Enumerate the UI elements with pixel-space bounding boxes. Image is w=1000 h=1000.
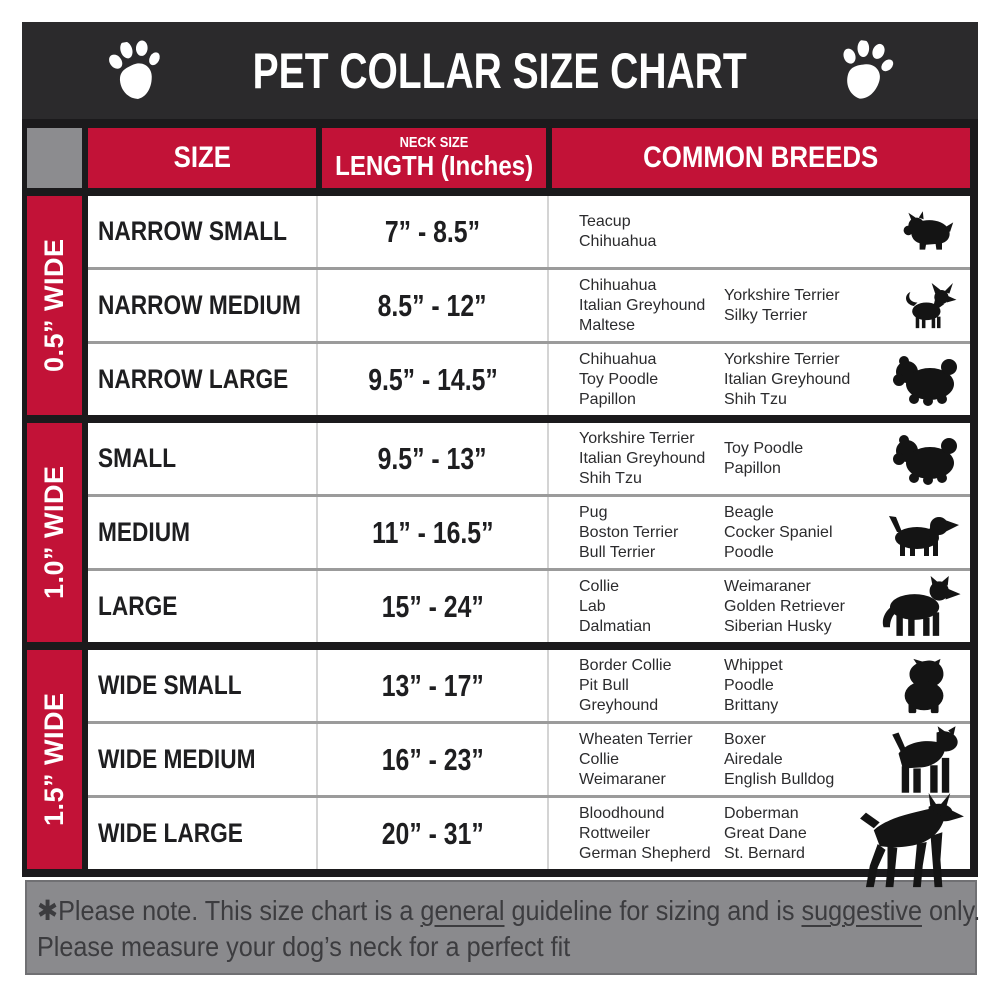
breeds-cell	[549, 344, 970, 415]
neck-range-value: 9.5” - 14.5”	[367, 361, 498, 397]
column-header-neck-sub-label: NECK SIZE	[399, 134, 469, 152]
chihuahua-icon	[898, 281, 960, 331]
breed-name: Poodle	[724, 676, 774, 694]
table-header-row	[27, 128, 970, 188]
breeds-column-1	[579, 571, 724, 642]
width-label-bar	[27, 423, 82, 642]
shepherd-icon	[878, 576, 964, 638]
note-prefix: ✱Please note. This size chart is a	[37, 895, 421, 926]
size-label: SMALL	[98, 443, 177, 473]
table-corner-cell	[27, 128, 82, 188]
breed-name: Great Dane	[724, 824, 807, 842]
size-group	[27, 650, 970, 869]
breed-name: Lab	[579, 597, 606, 615]
breed-name: Whippet	[724, 656, 783, 674]
neck-range-cell	[318, 497, 549, 568]
breeds-column-1	[579, 798, 724, 869]
size-label: WIDE MEDIUM	[98, 744, 256, 774]
breed-name: Boston Terrier	[579, 523, 679, 541]
breed-name: Airedale	[724, 750, 783, 768]
column-header-breeds	[552, 128, 970, 188]
size-label: WIDE SMALL	[98, 670, 242, 700]
breeds-column-1	[579, 724, 724, 795]
breed-name: Wheaten Terrier	[579, 730, 693, 748]
size-label: WIDE LARGE	[98, 818, 243, 848]
width-label: 0.5” WIDE	[39, 238, 69, 373]
page-title: PET COLLAR SIZE CHART	[252, 42, 747, 99]
breed-name: Beagle	[724, 503, 774, 521]
breed-name: Italian Greyhound	[724, 370, 851, 388]
neck-range-cell	[318, 423, 549, 494]
breeds-cell	[549, 650, 970, 721]
breeds-cell	[549, 196, 970, 267]
neck-range-value: 20” - 31”	[381, 815, 484, 851]
breeds-column-1	[579, 196, 724, 267]
paw-icon	[832, 37, 898, 104]
size-cell	[88, 650, 318, 721]
column-header-breeds-label: COMMON BREEDS	[643, 141, 879, 174]
breed-name: Greyhound	[579, 696, 659, 714]
width-label: 1.5” WIDE	[39, 692, 69, 827]
size-cell	[88, 798, 318, 869]
breed-name: Chihuahua	[579, 276, 657, 294]
neck-range-value: 9.5” - 13”	[378, 440, 487, 476]
size-cell	[88, 497, 318, 568]
doberman-icon	[856, 793, 968, 891]
breed-name: Toy Poodle	[724, 439, 804, 457]
size-group	[27, 423, 970, 642]
breed-name: Brittany	[724, 696, 779, 714]
size-table	[22, 119, 978, 877]
shih-tzu-icon	[892, 432, 962, 486]
yorkshire-terrier-icon	[902, 210, 958, 254]
breeds-cell	[549, 798, 970, 869]
breed-name: Yorkshire Terrier	[724, 350, 840, 368]
neck-range-cell	[318, 724, 549, 795]
bulldog-icon	[894, 657, 956, 715]
neck-range-cell	[318, 650, 549, 721]
breed-name: Poodle	[724, 543, 774, 561]
size-cell	[88, 196, 318, 267]
size-label: NARROW LARGE	[98, 364, 289, 394]
breed-name: St. Bernard	[724, 844, 805, 862]
breed-name: Border Collie	[579, 656, 672, 674]
table-row	[88, 650, 970, 721]
title-bar	[22, 22, 978, 119]
breed-name: Papillon	[724, 459, 781, 477]
paw-icon	[101, 36, 169, 105]
size-cell	[88, 423, 318, 494]
width-label-bar	[27, 650, 82, 869]
neck-range-cell	[318, 270, 549, 341]
table-row	[88, 341, 970, 415]
breed-name: Yorkshire Terrier	[579, 429, 695, 447]
table-row	[88, 795, 970, 869]
column-header-size	[88, 128, 316, 188]
size-label: NARROW MEDIUM	[98, 290, 301, 320]
breeds-column-1	[579, 423, 724, 494]
breed-name: Bull Terrier	[579, 543, 656, 561]
breeds-cell	[549, 497, 970, 568]
size-cell	[88, 270, 318, 341]
breed-name: Weimaraner	[724, 577, 811, 595]
breeds-cell	[549, 270, 970, 341]
neck-range-cell	[318, 798, 549, 869]
breed-name: English Bulldog	[724, 770, 835, 788]
column-header-size-label: SIZE	[173, 141, 231, 174]
breed-name: Rottweiler	[579, 824, 651, 842]
size-cell	[88, 344, 318, 415]
breeds-column-1	[579, 344, 724, 415]
breed-name: Siberian Husky	[724, 617, 832, 635]
breed-name: Bloodhound	[579, 804, 665, 822]
breeds-cell	[549, 571, 970, 642]
pit-bull-icon	[888, 726, 964, 794]
breed-name: Pit Bull	[579, 676, 629, 694]
breed-name: Shih Tzu	[579, 469, 642, 487]
breeds-cell	[549, 423, 970, 494]
neck-range-value: 7” - 8.5”	[384, 213, 481, 249]
table-body	[27, 196, 970, 869]
breed-name: Boxer	[724, 730, 766, 748]
breed-name: German Shepherd	[579, 844, 711, 862]
footer-note	[25, 880, 981, 975]
neck-range-value: 15” - 24”	[381, 588, 484, 624]
breed-name: Shih Tzu	[724, 390, 787, 408]
breed-name: Weimaraner	[579, 770, 666, 788]
table-row	[88, 196, 970, 267]
table-row	[88, 494, 970, 568]
size-cell	[88, 724, 318, 795]
breed-name: Pug	[579, 503, 608, 521]
note-underlined-general: general	[420, 895, 505, 926]
breeds-column-1	[579, 650, 724, 721]
note-underlined-suggestive: suggestive	[801, 895, 922, 926]
breed-name: Silky Terrier	[724, 306, 808, 324]
column-header-neck	[322, 128, 546, 188]
breed-name: Chihuahua	[579, 350, 657, 368]
note-line-2: Please measure your dog’s neck for a perfect fit	[37, 931, 571, 962]
breed-name: Toy Poodle	[579, 370, 659, 388]
size-label: NARROW SMALL	[98, 216, 287, 246]
neck-range-value: 11” - 16.5”	[371, 514, 494, 550]
note-line-1	[37, 893, 981, 929]
group-rows	[88, 196, 970, 415]
breed-name: Maltese	[579, 316, 636, 334]
breeds-column-1	[579, 497, 724, 568]
neck-range-value: 8.5” - 12”	[378, 287, 487, 323]
neck-range-value: 16” - 23”	[381, 741, 484, 777]
neck-range-cell	[318, 196, 549, 267]
breed-name: Chihuahua	[579, 232, 657, 250]
breed-name: Teacup	[579, 212, 631, 230]
width-label-bar	[27, 196, 82, 415]
beagle-icon	[882, 508, 964, 558]
column-header-neck-main-label: LENGTH (Inches)	[335, 150, 534, 182]
size-group	[27, 196, 970, 415]
size-label: MEDIUM	[98, 517, 190, 547]
breed-name: Collie	[579, 750, 620, 768]
note-middle: guideline for sizing and is	[504, 895, 802, 926]
breeds-cell	[549, 724, 970, 795]
table-row	[88, 568, 970, 642]
breed-name: Cocker Spaniel	[724, 523, 833, 541]
shih-tzu-icon	[892, 353, 962, 407]
width-label: 1.0” WIDE	[39, 465, 69, 600]
size-label: LARGE	[98, 591, 178, 621]
breeds-column-1	[579, 270, 724, 341]
breed-name: Yorkshire Terrier	[724, 286, 840, 304]
breed-name: Doberman	[724, 804, 799, 822]
breed-name: Collie	[579, 577, 620, 595]
breed-name: Italian Greyhound	[579, 449, 706, 467]
group-rows	[88, 650, 970, 869]
breed-name: Papillon	[579, 390, 636, 408]
table-row	[88, 423, 970, 494]
size-cell	[88, 571, 318, 642]
group-rows	[88, 423, 970, 642]
neck-range-cell	[318, 344, 549, 415]
breed-name: Golden Retriever	[724, 597, 845, 615]
table-row	[88, 267, 970, 341]
neck-range-value: 13” - 17”	[381, 667, 484, 703]
neck-range-cell	[318, 571, 549, 642]
table-row	[88, 721, 970, 795]
note-suffix: only.	[921, 895, 981, 926]
breed-name: Italian Greyhound	[579, 296, 706, 314]
breed-name: Dalmatian	[579, 617, 652, 635]
